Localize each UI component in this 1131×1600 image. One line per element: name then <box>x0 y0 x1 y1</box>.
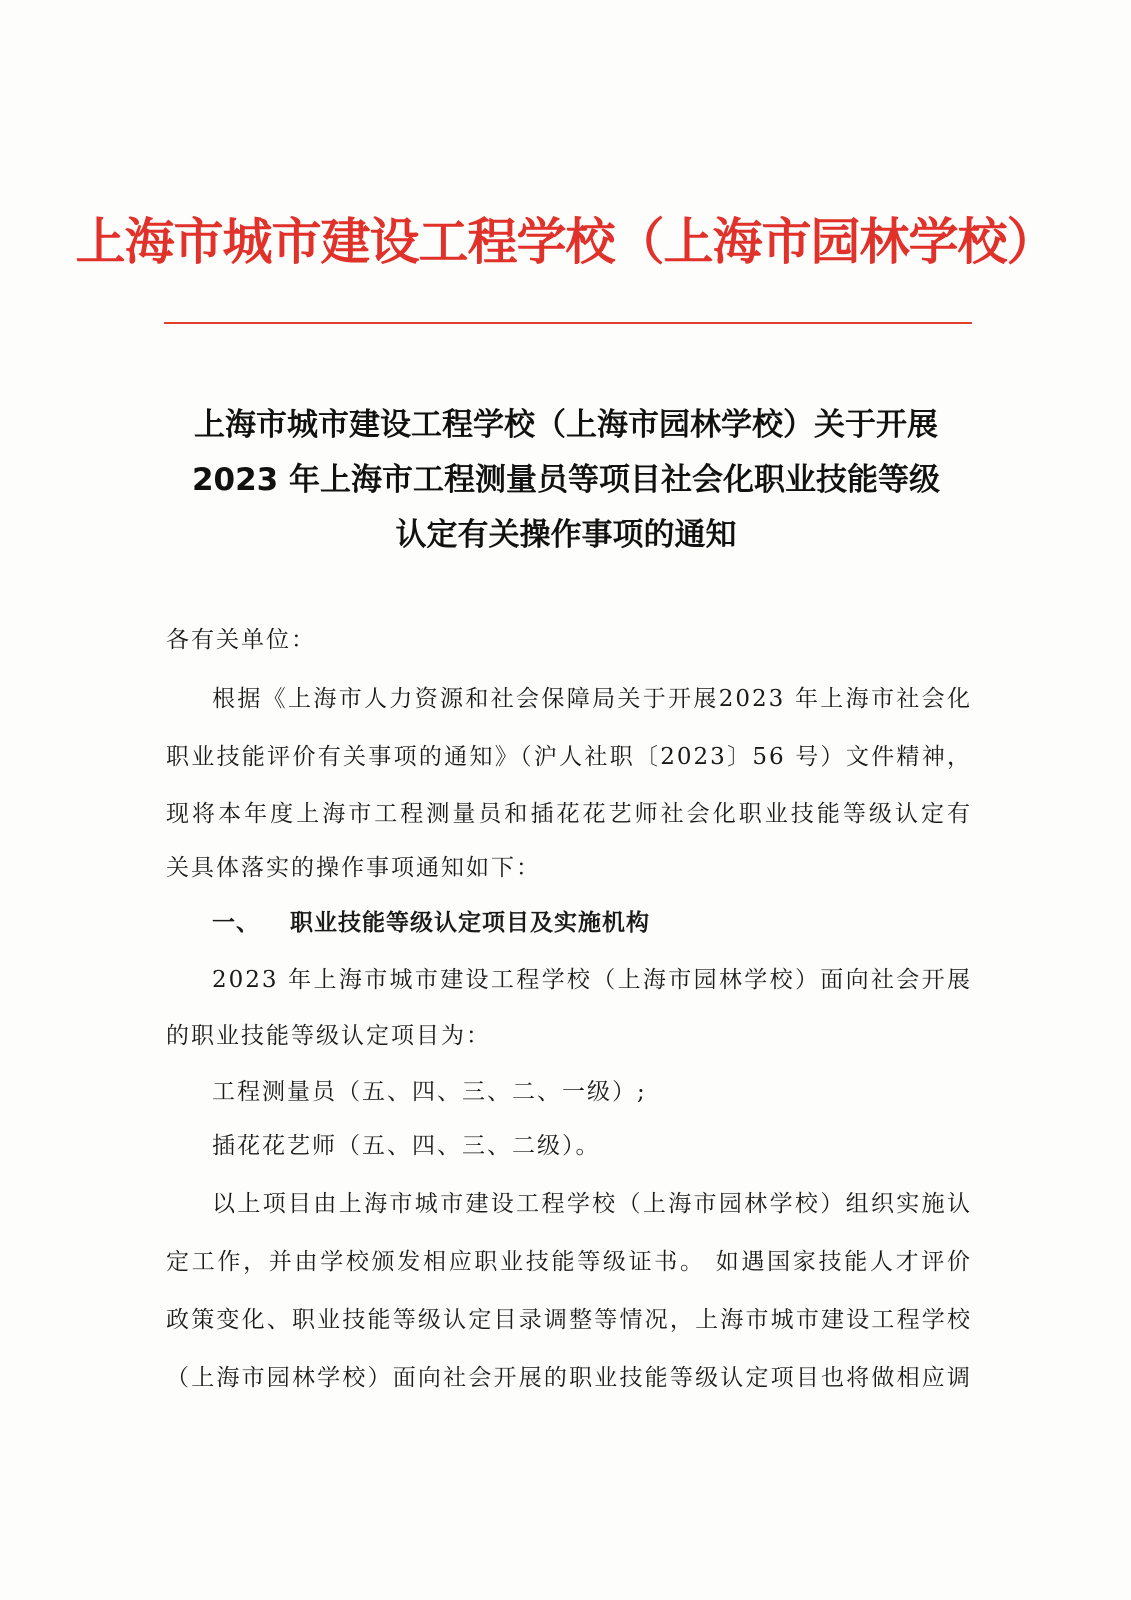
section-1-para-2-line-2: 定工作，并由学校颁发相应职业技能等级证书。 如遇国家技能人才评价 <box>166 1249 972 1275</box>
notice-title-line-2: 2023 年上海市工程测量员等项目社会化职业技能等级 <box>191 462 941 498</box>
letterhead-divider <box>164 322 972 324</box>
section-1-para-2-line-1: 以上项目由上海市城市建设工程学校（上海市园林学校）组织实施认 <box>212 1191 972 1217</box>
section-1-para-1-line-1: 2023 年上海市城市建设工程学校（上海市园林学校）面向社会开展 <box>212 967 972 993</box>
notice-title-line-1: 上海市城市建设工程学校（上海市园林学校）关于开展 <box>194 407 938 443</box>
intro-line-4: 关具体落实的操作事项通知如下： <box>166 855 541 881</box>
salutation: 各有关单位： <box>166 627 316 653</box>
project-item-surveyor: 工程测量员（五、四、三、二、一级）; <box>212 1079 647 1105</box>
section-1-heading <box>212 908 972 938</box>
notice-title <box>160 398 972 563</box>
section-1-para-1-line-2: 的职业技能等级认定项目为： <box>166 1023 491 1049</box>
section-1-number: 一、 <box>212 910 260 936</box>
section-1-para-2-line-4: （上海市园林学校）面向社会开展的职业技能等级认定项目也将做相应调 <box>166 1365 972 1391</box>
notice-title-line-3: 认定有关操作事项的通知 <box>395 517 737 553</box>
project-item-florist: 插花花艺师（五、四、三、二级）。 <box>212 1133 601 1159</box>
section-1-title: 职业技能等级认定项目及实施机构 <box>290 910 650 936</box>
letterhead-school-name: 上海市城市建设工程学校（上海市园林学校） <box>75 212 1056 271</box>
intro-line-1: 根据《上海市人力资源和社会保障局关于开展2023 年上海市社会化 <box>212 686 972 712</box>
intro-line-2: 职业技能评价有关事项的通知》（沪人社职〔2023〕56 号）文件精神， <box>166 744 972 770</box>
intro-line-3: 现将本年度上海市工程测量员和插花花艺师社会化职业技能等级认定有 <box>166 801 972 827</box>
section-1-para-2-line-3: 政策变化、职业技能等级认定目录调整等情况，上海市城市建设工程学校 <box>166 1307 972 1333</box>
